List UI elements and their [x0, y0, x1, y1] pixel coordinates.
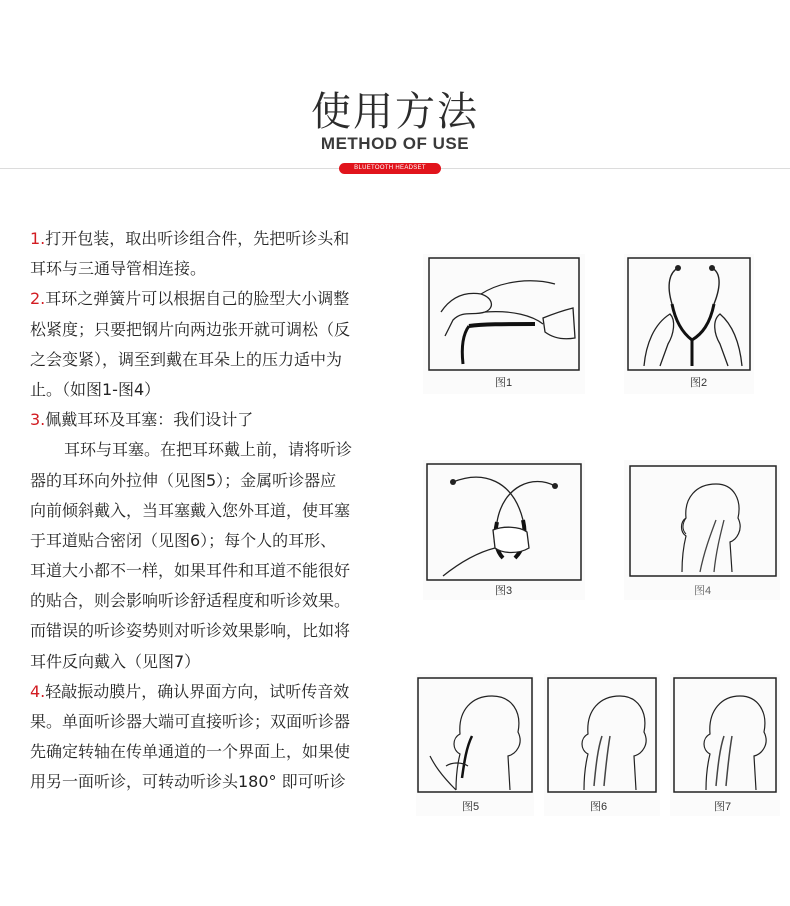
- step-4-line-1: 4.轻敲振动膜片，确认界面方向，试听传音效: [30, 681, 350, 701]
- figure-1: [423, 254, 585, 394]
- figure-4: [624, 460, 780, 600]
- step-number: 4.: [30, 681, 46, 701]
- hold-headset-illustration: [423, 460, 585, 600]
- step-number: 3.: [30, 410, 46, 430]
- step-3-line-6: 耳道大小都不一样，如果耳件和耳道不能很好: [30, 561, 351, 581]
- stretch-headset-illustration: [423, 254, 585, 394]
- page-title: 使用方法: [311, 89, 479, 135]
- figure-caption: 图6: [590, 801, 608, 813]
- step-3-line-4: 向前倾斜戴入，当耳塞戴入您外耳道，使耳塞: [30, 500, 351, 520]
- instructions: [30, 224, 402, 798]
- figure-5: [416, 674, 534, 816]
- step-4-line-4: 用另一面听诊，可转动听诊头180° 即可听诊: [30, 772, 346, 792]
- figure-6: [544, 674, 660, 816]
- earpieces-inserted-illustration: [544, 674, 660, 816]
- step-number: 1.: [30, 229, 46, 248]
- step-3-line-1: 3.佩戴耳环及耳塞：我们设计了: [30, 410, 254, 430]
- step-2-line-1: 2.耳环之弹簧片可以根据自己的脸型大小调整: [30, 289, 350, 309]
- step-1-line-2: 耳环与三通导管相连接。: [30, 259, 207, 279]
- header-badge: BLUETOOTH HEADSET: [339, 163, 441, 174]
- figure-3: [423, 460, 585, 600]
- figure-caption: 图7: [714, 801, 732, 813]
- adjust-spring-illustration: [624, 254, 754, 394]
- wrong-wearing-illustration: [670, 674, 780, 816]
- step-2-line-2: 松紧度；只要把钢片向两边张开就可调松（反: [30, 319, 351, 339]
- step-3-line-5: 于耳道贴合密闭（见图6）；每个人的耳形、: [30, 530, 337, 550]
- figure-caption: 图2: [690, 377, 708, 389]
- figure-caption: 图1: [495, 377, 513, 389]
- step-3-line-2: 耳环与耳塞。在把耳环戴上前，请将听诊: [64, 440, 353, 460]
- step-2-line-4: 止。（如图1-图4）: [30, 379, 161, 399]
- step-2-line-3: 之会变紧），调至到戴在耳朵上的压力适中为: [30, 349, 343, 369]
- figure-7: [670, 674, 780, 816]
- figure-caption: 图5: [462, 801, 480, 813]
- step-3-line-7: 的贴合，则会影响听诊舒适程度和听诊效果。: [30, 591, 351, 611]
- figure-2: [624, 254, 754, 394]
- step-3-line-3: 器的耳环向外拉伸（见图5）；金属听诊器应: [30, 470, 337, 490]
- step-1-line-1: 1.打开包装，取出听诊组合件，先把听诊头和: [30, 229, 350, 248]
- step-3-line-9: 耳件反向戴入（见图7）: [30, 651, 201, 671]
- step-4-line-3: 先确定转轴在传单通道的一个界面上，如果使: [30, 742, 351, 762]
- stretch-earpieces-illustration: [416, 674, 534, 816]
- page-subtitle: METHOD OF USE: [320, 134, 470, 153]
- step-3-line-8: 而错误的听诊姿势则对听诊效果影响，比如将: [30, 621, 351, 641]
- step-number: 2.: [30, 289, 46, 309]
- step-4-line-2: 果。单面听诊器大端可直接听诊；双面听诊器: [30, 712, 351, 731]
- figure-caption: 图4: [694, 585, 712, 597]
- figure-caption: 图3: [495, 585, 513, 597]
- wearing-side-view-illustration: [624, 460, 780, 600]
